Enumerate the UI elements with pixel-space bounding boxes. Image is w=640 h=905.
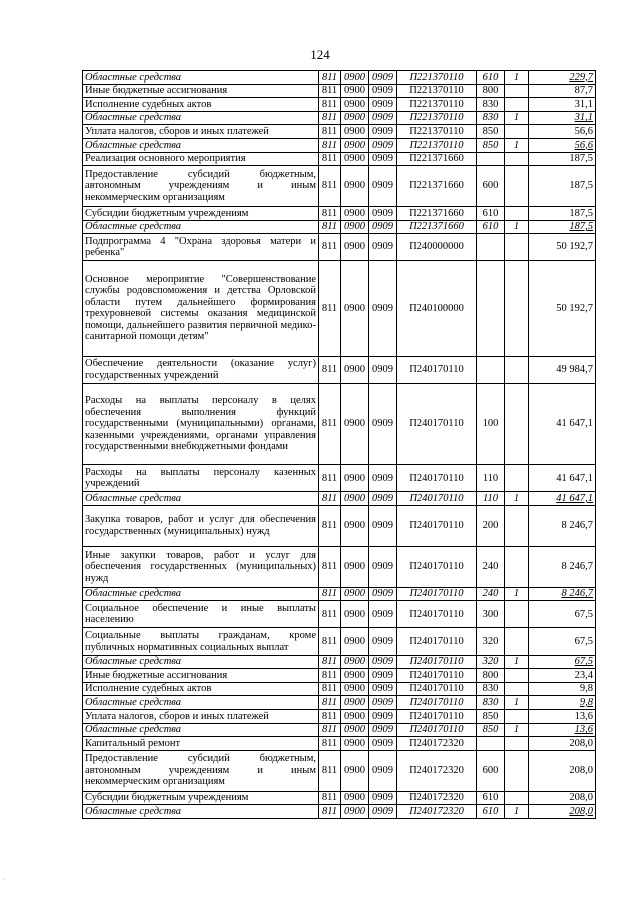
section-code-cell: 0900 xyxy=(341,138,369,152)
expense-type-cell: 800 xyxy=(477,84,505,98)
row-name-cell: Исполнение судебных актов xyxy=(83,682,319,696)
section-code-cell: 0900 xyxy=(341,166,369,207)
target-article-cell: П240170110 xyxy=(397,696,477,710)
ved-code-cell: 811 xyxy=(319,220,341,234)
target-article-cell: П221370110 xyxy=(397,111,477,125)
amount-cell: 50 192,7 xyxy=(529,261,596,356)
expense-type-cell: 830 xyxy=(477,682,505,696)
ved-code-cell: 811 xyxy=(319,138,341,152)
funding-source-cell xyxy=(505,601,529,628)
ved-code-cell: 811 xyxy=(319,682,341,696)
ved-code-cell: 811 xyxy=(319,669,341,683)
section-code-cell: 0900 xyxy=(341,791,369,805)
row-name-cell: Областные средства xyxy=(83,220,319,234)
expense-type-cell: 850 xyxy=(477,710,505,724)
amount-cell: 8 246,7 xyxy=(529,506,596,547)
funding-source-cell: 1 xyxy=(505,723,529,737)
funding-source-cell: 1 xyxy=(505,138,529,152)
expense-type-cell: 610 xyxy=(477,220,505,234)
subsection-code-cell: 0909 xyxy=(369,669,397,683)
expense-type-cell: 830 xyxy=(477,696,505,710)
amount-cell: 9,8 xyxy=(529,696,596,710)
subsection-code-cell: 0909 xyxy=(369,682,397,696)
funding-source-cell xyxy=(505,791,529,805)
ved-code-cell: 811 xyxy=(319,723,341,737)
amount-cell: 31,1 xyxy=(529,111,596,125)
section-code-cell: 0900 xyxy=(341,506,369,547)
target-article-cell: П240170110 xyxy=(397,669,477,683)
subsection-code-cell: 0909 xyxy=(369,98,397,112)
section-code-cell: 0900 xyxy=(341,587,369,601)
section-code-cell: 0900 xyxy=(341,546,369,587)
amount-cell: 208,0 xyxy=(529,805,596,819)
funding-source-cell: 1 xyxy=(505,111,529,125)
funding-source-cell xyxy=(505,234,529,261)
table-row xyxy=(83,628,596,655)
ved-code-cell: 811 xyxy=(319,84,341,98)
amount-cell: 87,7 xyxy=(529,84,596,98)
row-name-cell: Расходы на выплаты персоналу казенных учреждений xyxy=(83,465,319,492)
subsection-code-cell: 0909 xyxy=(369,206,397,220)
subsection-code-cell: 0909 xyxy=(369,723,397,737)
expense-type-cell: 850 xyxy=(477,723,505,737)
subsection-code-cell: 0909 xyxy=(369,220,397,234)
row-name-cell: Областные средства xyxy=(83,111,319,125)
amount-cell: 208,0 xyxy=(529,791,596,805)
ved-code-cell: 811 xyxy=(319,166,341,207)
table-row xyxy=(83,723,596,737)
target-article-cell: П221371660 xyxy=(397,220,477,234)
budget-table-body xyxy=(83,71,596,819)
funding-source-cell: 1 xyxy=(505,587,529,601)
target-article-cell: П240170110 xyxy=(397,587,477,601)
funding-source-cell: 1 xyxy=(505,696,529,710)
funding-source-cell xyxy=(505,710,529,724)
amount-cell: 187,5 xyxy=(529,166,596,207)
section-code-cell: 0900 xyxy=(341,152,369,166)
row-name-cell: Подпрограмма 4 "Охрана здоровья матери и ребенка" xyxy=(83,234,319,261)
row-name-cell: Реализация основного мероприятия xyxy=(83,152,319,166)
funding-source-cell xyxy=(505,125,529,139)
target-article-cell: П240170110 xyxy=(397,628,477,655)
amount-cell: 41 647,1 xyxy=(529,492,596,506)
expense-type-cell: 850 xyxy=(477,125,505,139)
ved-code-cell: 811 xyxy=(319,587,341,601)
ved-code-cell: 811 xyxy=(319,737,341,751)
table-row xyxy=(83,750,596,791)
ved-code-cell: 811 xyxy=(319,546,341,587)
table-row xyxy=(83,220,596,234)
expense-type-cell: 600 xyxy=(477,166,505,207)
amount-cell: 67,5 xyxy=(529,655,596,669)
table-row xyxy=(83,791,596,805)
target-article-cell: П240170110 xyxy=(397,492,477,506)
amount-cell: 187,5 xyxy=(529,220,596,234)
funding-source-cell xyxy=(505,506,529,547)
amount-cell: 229,7 xyxy=(529,71,596,85)
target-article-cell: П221371660 xyxy=(397,166,477,207)
section-code-cell: 0900 xyxy=(341,723,369,737)
section-code-cell: 0900 xyxy=(341,696,369,710)
target-article-cell: П240170110 xyxy=(397,682,477,696)
subsection-code-cell: 0909 xyxy=(369,383,397,465)
section-code-cell: 0900 xyxy=(341,805,369,819)
row-name-cell: Обеспечение деятельности (оказание услуг) государственных учреждений xyxy=(83,356,319,383)
expense-type-cell: 320 xyxy=(477,628,505,655)
amount-cell: 187,5 xyxy=(529,206,596,220)
row-name-cell: Основное мероприятие "Совершенствование службы родовспоможения и детства Орловской области путем дальнейшего формирования трехуровневой системы оказания медицинской помощи, дальнейшего развития первичной медико-санитарной помощи детям" xyxy=(83,261,319,356)
expense-type-cell: 830 xyxy=(477,98,505,112)
funding-source-cell xyxy=(505,206,529,220)
row-name-cell: Предоставление субсидий бюджетным, автономным учреждениям и иным некоммерческим организациям xyxy=(83,166,319,207)
ved-code-cell: 811 xyxy=(319,791,341,805)
amount-cell: 8 246,7 xyxy=(529,546,596,587)
subsection-code-cell: 0909 xyxy=(369,696,397,710)
table-row xyxy=(83,465,596,492)
target-article-cell: П221370110 xyxy=(397,98,477,112)
section-code-cell: 0900 xyxy=(341,601,369,628)
row-name-cell: Капитальный ремонт xyxy=(83,737,319,751)
table-row xyxy=(83,546,596,587)
subsection-code-cell: 0909 xyxy=(369,71,397,85)
subsection-code-cell: 0909 xyxy=(369,710,397,724)
expense-type-cell: 830 xyxy=(477,111,505,125)
amount-cell: 208,0 xyxy=(529,737,596,751)
target-article-cell: П240172320 xyxy=(397,737,477,751)
amount-cell: 208,0 xyxy=(529,750,596,791)
section-code-cell: 0900 xyxy=(341,125,369,139)
table-row xyxy=(83,696,596,710)
section-code-cell: 0900 xyxy=(341,737,369,751)
row-name-cell: Закупка товаров, работ и услуг для обеспечения государственных (муниципальных) нужд xyxy=(83,506,319,547)
target-article-cell: П240172320 xyxy=(397,791,477,805)
subsection-code-cell: 0909 xyxy=(369,492,397,506)
row-name-cell: Областные средства xyxy=(83,805,319,819)
expense-type-cell: 240 xyxy=(477,587,505,601)
expense-type-cell xyxy=(477,152,505,166)
subsection-code-cell: 0909 xyxy=(369,261,397,356)
amount-cell: 9,8 xyxy=(529,682,596,696)
section-code-cell: 0900 xyxy=(341,383,369,465)
funding-source-cell xyxy=(505,98,529,112)
section-code-cell: 0900 xyxy=(341,710,369,724)
expense-type-cell xyxy=(477,234,505,261)
table-row xyxy=(83,710,596,724)
target-article-cell: П240170110 xyxy=(397,601,477,628)
amount-cell: 187,5 xyxy=(529,152,596,166)
section-code-cell: 0900 xyxy=(341,628,369,655)
margin-mark: · xyxy=(3,877,5,883)
row-name-cell: Уплата налогов, сборов и иных платежей xyxy=(83,710,319,724)
target-article-cell: П221370110 xyxy=(397,71,477,85)
funding-source-cell: 1 xyxy=(505,655,529,669)
funding-source-cell xyxy=(505,737,529,751)
ved-code-cell: 811 xyxy=(319,234,341,261)
table-row xyxy=(83,655,596,669)
subsection-code-cell: 0909 xyxy=(369,465,397,492)
section-code-cell: 0900 xyxy=(341,669,369,683)
table-row xyxy=(83,111,596,125)
funding-source-cell xyxy=(505,546,529,587)
subsection-code-cell: 0909 xyxy=(369,655,397,669)
table-row xyxy=(83,356,596,383)
expense-type-cell: 610 xyxy=(477,805,505,819)
funding-source-cell xyxy=(505,628,529,655)
funding-source-cell xyxy=(505,261,529,356)
subsection-code-cell: 0909 xyxy=(369,111,397,125)
ved-code-cell: 811 xyxy=(319,152,341,166)
ved-code-cell: 811 xyxy=(319,710,341,724)
section-code-cell: 0900 xyxy=(341,356,369,383)
funding-source-cell xyxy=(505,669,529,683)
row-name-cell: Субсидии бюджетным учреждениям xyxy=(83,791,319,805)
funding-source-cell xyxy=(505,166,529,207)
funding-source-cell xyxy=(505,750,529,791)
target-article-cell: П221371660 xyxy=(397,152,477,166)
table-row xyxy=(83,506,596,547)
target-article-cell: П240170110 xyxy=(397,723,477,737)
section-code-cell: 0900 xyxy=(341,220,369,234)
expense-type-cell xyxy=(477,737,505,751)
row-name-cell: Областные средства xyxy=(83,655,319,669)
subsection-code-cell: 0909 xyxy=(369,587,397,601)
section-code-cell: 0900 xyxy=(341,492,369,506)
section-code-cell: 0900 xyxy=(341,111,369,125)
section-code-cell: 0900 xyxy=(341,465,369,492)
amount-cell: 56,6 xyxy=(529,125,596,139)
row-name-cell: Областные средства xyxy=(83,696,319,710)
table-row xyxy=(83,261,596,356)
expense-type-cell: 800 xyxy=(477,669,505,683)
funding-source-cell xyxy=(505,682,529,696)
amount-cell: 41 647,1 xyxy=(529,383,596,465)
section-code-cell: 0900 xyxy=(341,206,369,220)
row-name-cell: Предоставление субсидий бюджетным, автономным учреждениям и иным некоммерческим организациям xyxy=(83,750,319,791)
row-name-cell: Уплата налогов, сборов и иных платежей xyxy=(83,125,319,139)
row-name-cell: Иные бюджетные ассигнования xyxy=(83,84,319,98)
table-row xyxy=(83,206,596,220)
funding-source-cell: 1 xyxy=(505,71,529,85)
section-code-cell: 0900 xyxy=(341,98,369,112)
target-article-cell: П221370110 xyxy=(397,138,477,152)
ved-code-cell: 811 xyxy=(319,111,341,125)
subsection-code-cell: 0909 xyxy=(369,750,397,791)
subsection-code-cell: 0909 xyxy=(369,791,397,805)
row-name-cell: Исполнение судебных актов xyxy=(83,98,319,112)
subsection-code-cell: 0909 xyxy=(369,546,397,587)
target-article-cell: П240170110 xyxy=(397,356,477,383)
target-article-cell: П221370110 xyxy=(397,125,477,139)
row-name-cell: Иные бюджетные ассигнования xyxy=(83,669,319,683)
funding-source-cell xyxy=(505,383,529,465)
row-name-cell: Областные средства xyxy=(83,587,319,601)
row-name-cell: Областные средства xyxy=(83,138,319,152)
subsection-code-cell: 0909 xyxy=(369,356,397,383)
row-name-cell: Социальное обеспечение и иные выплаты населению xyxy=(83,601,319,628)
expense-type-cell: 240 xyxy=(477,546,505,587)
expense-type-cell: 110 xyxy=(477,492,505,506)
table-row xyxy=(83,737,596,751)
ved-code-cell: 811 xyxy=(319,125,341,139)
table-row xyxy=(83,601,596,628)
funding-source-cell xyxy=(505,152,529,166)
table-row xyxy=(83,71,596,85)
subsection-code-cell: 0909 xyxy=(369,125,397,139)
subsection-code-cell: 0909 xyxy=(369,166,397,207)
ved-code-cell: 811 xyxy=(319,696,341,710)
budget-table xyxy=(82,70,596,819)
table-row xyxy=(83,669,596,683)
table-row xyxy=(83,383,596,465)
table-row xyxy=(83,587,596,601)
table-row xyxy=(83,805,596,819)
expense-type-cell: 600 xyxy=(477,750,505,791)
amount-cell: 8 246,7 xyxy=(529,587,596,601)
expense-type-cell xyxy=(477,356,505,383)
section-code-cell: 0900 xyxy=(341,682,369,696)
table-row xyxy=(83,138,596,152)
table-row xyxy=(83,492,596,506)
expense-type-cell: 110 xyxy=(477,465,505,492)
funding-source-cell: 1 xyxy=(505,492,529,506)
amount-cell: 67,5 xyxy=(529,628,596,655)
section-code-cell: 0900 xyxy=(341,84,369,98)
ved-code-cell: 811 xyxy=(319,465,341,492)
subsection-code-cell: 0909 xyxy=(369,234,397,261)
target-article-cell: П240170110 xyxy=(397,506,477,547)
target-article-cell: П240170110 xyxy=(397,465,477,492)
ved-code-cell: 811 xyxy=(319,506,341,547)
target-article-cell: П221371660 xyxy=(397,206,477,220)
row-name-cell: Областные средства xyxy=(83,723,319,737)
target-article-cell: П240170110 xyxy=(397,546,477,587)
table-row xyxy=(83,682,596,696)
expense-type-cell: 610 xyxy=(477,791,505,805)
ved-code-cell: 811 xyxy=(319,805,341,819)
row-name-cell: Областные средства xyxy=(83,71,319,85)
table-row xyxy=(83,98,596,112)
ved-code-cell: 811 xyxy=(319,492,341,506)
target-article-cell: П240100000 xyxy=(397,261,477,356)
subsection-code-cell: 0909 xyxy=(369,628,397,655)
section-code-cell: 0900 xyxy=(341,71,369,85)
amount-cell: 13,6 xyxy=(529,723,596,737)
subsection-code-cell: 0909 xyxy=(369,84,397,98)
table-row xyxy=(83,152,596,166)
target-article-cell: П240170110 xyxy=(397,710,477,724)
funding-source-cell: 1 xyxy=(505,805,529,819)
amount-cell: 41 647,1 xyxy=(529,465,596,492)
section-code-cell: 0900 xyxy=(341,655,369,669)
subsection-code-cell: 0909 xyxy=(369,805,397,819)
expense-type-cell: 320 xyxy=(477,655,505,669)
target-article-cell: П240172320 xyxy=(397,750,477,791)
row-name-cell: Иные закупки товаров, работ и услуг для обеспечения государственных (муниципальных) нужд xyxy=(83,546,319,587)
subsection-code-cell: 0909 xyxy=(369,506,397,547)
target-article-cell: П240170110 xyxy=(397,655,477,669)
funding-source-cell xyxy=(505,465,529,492)
funding-source-cell xyxy=(505,84,529,98)
amount-cell: 56,6 xyxy=(529,138,596,152)
section-code-cell: 0900 xyxy=(341,234,369,261)
subsection-code-cell: 0909 xyxy=(369,138,397,152)
funding-source-cell: 1 xyxy=(505,220,529,234)
subsection-code-cell: 0909 xyxy=(369,601,397,628)
table-row xyxy=(83,166,596,207)
ved-code-cell: 811 xyxy=(319,655,341,669)
page-number: 124 xyxy=(310,47,330,62)
section-code-cell: 0900 xyxy=(341,750,369,791)
ved-code-cell: 811 xyxy=(319,750,341,791)
ved-code-cell: 811 xyxy=(319,71,341,85)
amount-cell: 31,1 xyxy=(529,98,596,112)
row-name-cell: Социальные выплаты гражданам, кроме публичных нормативных социальных выплат xyxy=(83,628,319,655)
target-article-cell: П221370110 xyxy=(397,84,477,98)
expense-type-cell: 610 xyxy=(477,71,505,85)
subsection-code-cell: 0909 xyxy=(369,152,397,166)
expense-type-cell: 850 xyxy=(477,138,505,152)
ved-code-cell: 811 xyxy=(319,383,341,465)
target-article-cell: П240172320 xyxy=(397,805,477,819)
ved-code-cell: 811 xyxy=(319,601,341,628)
amount-cell: 50 192,7 xyxy=(529,234,596,261)
ved-code-cell: 811 xyxy=(319,628,341,655)
ved-code-cell: 811 xyxy=(319,98,341,112)
funding-source-cell xyxy=(505,356,529,383)
amount-cell: 49 984,7 xyxy=(529,356,596,383)
expense-type-cell: 610 xyxy=(477,206,505,220)
target-article-cell: П240170110 xyxy=(397,383,477,465)
table-row xyxy=(83,234,596,261)
expense-type-cell: 300 xyxy=(477,601,505,628)
row-name-cell: Субсидии бюджетным учреждениям xyxy=(83,206,319,220)
section-code-cell: 0900 xyxy=(341,261,369,356)
ved-code-cell: 811 xyxy=(319,206,341,220)
ved-code-cell: 811 xyxy=(319,356,341,383)
amount-cell: 23,4 xyxy=(529,669,596,683)
expense-type-cell: 200 xyxy=(477,506,505,547)
amount-cell: 13,6 xyxy=(529,710,596,724)
expense-type-cell xyxy=(477,261,505,356)
row-name-cell: Областные средства xyxy=(83,492,319,506)
amount-cell: 67,5 xyxy=(529,601,596,628)
ved-code-cell: 811 xyxy=(319,261,341,356)
table-row xyxy=(83,125,596,139)
subsection-code-cell: 0909 xyxy=(369,737,397,751)
table-row xyxy=(83,84,596,98)
expense-type-cell: 100 xyxy=(477,383,505,465)
row-name-cell: Расходы на выплаты персоналу в целях обеспечения выполнения функций государственными (муниципальными) органами, казенными учреждениями, органами управления государственными внебюджетными фондами xyxy=(83,383,319,465)
target-article-cell: П240000000 xyxy=(397,234,477,261)
